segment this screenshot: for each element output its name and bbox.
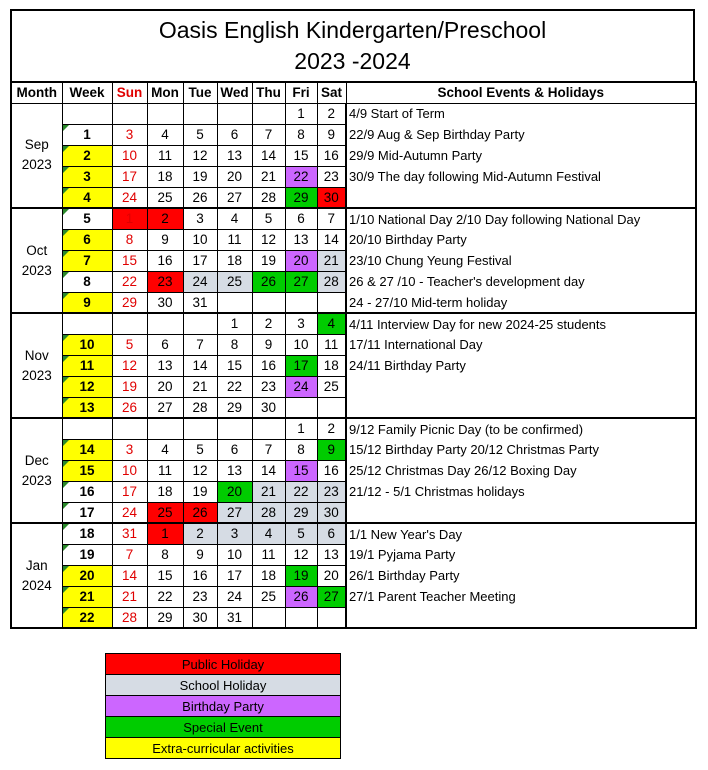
day-cell: 21 bbox=[183, 376, 217, 397]
month-name: Jan bbox=[25, 557, 48, 573]
day-cell: 28 bbox=[112, 607, 147, 628]
day-cell: 9 bbox=[317, 124, 346, 145]
day-cell: 4 bbox=[217, 208, 252, 229]
calendar-table bbox=[10, 81, 697, 629]
week-row bbox=[11, 187, 696, 208]
day-cell: 4 bbox=[147, 124, 183, 145]
day-cell bbox=[217, 418, 252, 439]
day-cell: 11 bbox=[147, 145, 183, 166]
event-item: 30/9 The day following Mid-Autumn Festival bbox=[346, 166, 696, 187]
day-cell: 4 bbox=[147, 439, 183, 460]
day-cell: 12 bbox=[285, 544, 317, 565]
header-tue: Tue bbox=[183, 82, 217, 103]
day-cell bbox=[252, 607, 285, 628]
day-cell: 5 bbox=[112, 334, 147, 355]
day-cell bbox=[112, 418, 147, 439]
legend-row bbox=[106, 654, 341, 675]
header-mon: Mon bbox=[147, 82, 183, 103]
week-number: 13 bbox=[62, 397, 112, 418]
day-cell: 18 bbox=[252, 565, 285, 586]
week-row bbox=[11, 397, 696, 418]
week-number: 6 bbox=[62, 229, 112, 250]
day-cell: 18 bbox=[317, 355, 346, 376]
day-cell: 22 bbox=[285, 166, 317, 187]
week-row bbox=[11, 502, 696, 523]
day-cell: 29 bbox=[217, 397, 252, 418]
legend-item: Birthday Party bbox=[106, 696, 341, 717]
week-number: 18 bbox=[62, 523, 112, 544]
day-cell bbox=[217, 103, 252, 124]
week-row bbox=[11, 124, 696, 145]
day-cell: 19 bbox=[252, 250, 285, 271]
event-item: 25/12 Christmas Day 26/12 Boxing Day bbox=[346, 460, 696, 481]
day-cell: 5 bbox=[285, 523, 317, 544]
month-name: Nov bbox=[24, 347, 49, 363]
day-cell: 3 bbox=[112, 439, 147, 460]
day-cell bbox=[147, 418, 183, 439]
day-cell: 30 bbox=[147, 292, 183, 313]
event-item: 4/9 Start of Term bbox=[346, 103, 696, 124]
day-cell: 21 bbox=[112, 586, 147, 607]
day-cell: 19 bbox=[112, 376, 147, 397]
day-cell: 31 bbox=[183, 292, 217, 313]
day-cell: 18 bbox=[217, 250, 252, 271]
day-cell: 10 bbox=[183, 229, 217, 250]
day-cell: 8 bbox=[147, 544, 183, 565]
event-item: 1/10 National Day 2/10 Day following National Day bbox=[346, 208, 696, 229]
legend bbox=[105, 653, 341, 759]
day-cell: 20 bbox=[147, 376, 183, 397]
day-cell: 11 bbox=[317, 334, 346, 355]
week-number: 19 bbox=[62, 544, 112, 565]
month-year: 2023 bbox=[21, 262, 52, 278]
day-cell: 21 bbox=[252, 166, 285, 187]
header-month: Month bbox=[11, 82, 62, 103]
week-row bbox=[11, 439, 696, 460]
day-cell: 6 bbox=[147, 334, 183, 355]
day-cell: 23 bbox=[183, 586, 217, 607]
day-cell: 8 bbox=[217, 334, 252, 355]
week-number: 8 bbox=[62, 271, 112, 292]
day-cell: 26 bbox=[285, 586, 317, 607]
day-cell bbox=[285, 397, 317, 418]
day-cell: 25 bbox=[252, 586, 285, 607]
day-cell bbox=[317, 397, 346, 418]
day-cell: 27 bbox=[147, 397, 183, 418]
month-year: 2024 bbox=[21, 577, 52, 593]
legend-item: Extra-curricular activities bbox=[106, 738, 341, 759]
day-cell: 6 bbox=[217, 124, 252, 145]
day-cell: 14 bbox=[252, 460, 285, 481]
week-row bbox=[11, 208, 696, 229]
week-row bbox=[11, 313, 696, 334]
day-cell: 27 bbox=[217, 187, 252, 208]
day-cell: 27 bbox=[285, 271, 317, 292]
day-cell: 15 bbox=[147, 565, 183, 586]
day-cell bbox=[112, 103, 147, 124]
day-cell: 8 bbox=[285, 124, 317, 145]
day-cell: 26 bbox=[112, 397, 147, 418]
day-cell: 22 bbox=[285, 481, 317, 502]
event-item bbox=[346, 397, 696, 418]
event-item: 4/11 Interview Day for new 2024-25 students bbox=[346, 313, 696, 334]
week-row bbox=[11, 271, 696, 292]
day-cell: 13 bbox=[317, 544, 346, 565]
event-item: 20/10 Birthday Party bbox=[346, 229, 696, 250]
event-item: 26/1 Birthday Party bbox=[346, 565, 696, 586]
week-number bbox=[62, 103, 112, 124]
legend-row bbox=[106, 738, 341, 759]
day-cell: 1 bbox=[112, 208, 147, 229]
event-item: 23/10 Chung Yeung Festival bbox=[346, 250, 696, 271]
week-row bbox=[11, 523, 696, 544]
day-cell bbox=[285, 607, 317, 628]
event-item: 24 - 27/10 Mid-term holiday bbox=[346, 292, 696, 313]
day-cell: 2 bbox=[317, 103, 346, 124]
day-cell: 17 bbox=[285, 355, 317, 376]
week-row bbox=[11, 460, 696, 481]
day-cell: 11 bbox=[217, 229, 252, 250]
event-item: 9/12 Family Picnic Day (to be confirmed) bbox=[346, 418, 696, 439]
event-item bbox=[346, 187, 696, 208]
day-cell: 23 bbox=[147, 271, 183, 292]
day-cell: 1 bbox=[285, 103, 317, 124]
day-cell: 31 bbox=[112, 523, 147, 544]
day-cell: 14 bbox=[317, 229, 346, 250]
day-cell: 27 bbox=[317, 586, 346, 607]
event-item: 22/9 Aug & Sep Birthday Party bbox=[346, 124, 696, 145]
day-cell: 30 bbox=[317, 502, 346, 523]
week-row bbox=[11, 355, 696, 376]
day-cell: 6 bbox=[285, 208, 317, 229]
day-cell: 31 bbox=[217, 607, 252, 628]
day-cell: 8 bbox=[285, 439, 317, 460]
week-number: 9 bbox=[62, 292, 112, 313]
legend-item: Special Event bbox=[106, 717, 341, 738]
day-cell: 14 bbox=[252, 145, 285, 166]
month-cell bbox=[11, 418, 62, 523]
day-cell bbox=[317, 292, 346, 313]
day-cell: 26 bbox=[183, 187, 217, 208]
day-cell: 5 bbox=[183, 439, 217, 460]
day-cell: 20 bbox=[317, 565, 346, 586]
header-sat: Sat bbox=[317, 82, 346, 103]
day-cell bbox=[317, 607, 346, 628]
day-cell: 20 bbox=[285, 250, 317, 271]
day-cell: 7 bbox=[252, 124, 285, 145]
day-cell: 3 bbox=[183, 208, 217, 229]
week-row bbox=[11, 292, 696, 313]
day-cell: 13 bbox=[217, 460, 252, 481]
day-cell: 20 bbox=[217, 166, 252, 187]
day-cell: 9 bbox=[252, 334, 285, 355]
week-number: 4 bbox=[62, 187, 112, 208]
day-cell: 14 bbox=[112, 565, 147, 586]
month-name: Dec bbox=[24, 452, 49, 468]
day-cell: 29 bbox=[285, 502, 317, 523]
week-number: 21 bbox=[62, 586, 112, 607]
week-number: 22 bbox=[62, 607, 112, 628]
page-title: Oasis English Kindergarten/Preschool bbox=[158, 17, 547, 43]
week-number bbox=[62, 313, 112, 334]
page-subtitle: 2023 -2024 bbox=[294, 48, 411, 74]
day-cell bbox=[252, 103, 285, 124]
day-cell: 22 bbox=[112, 271, 147, 292]
day-cell: 13 bbox=[217, 145, 252, 166]
day-cell: 11 bbox=[252, 544, 285, 565]
event-item bbox=[346, 376, 696, 397]
day-cell: 12 bbox=[252, 229, 285, 250]
day-cell: 10 bbox=[112, 145, 147, 166]
week-row bbox=[11, 565, 696, 586]
day-cell: 22 bbox=[147, 586, 183, 607]
day-cell: 1 bbox=[285, 418, 317, 439]
day-cell bbox=[252, 418, 285, 439]
day-cell: 6 bbox=[217, 439, 252, 460]
week-number: 17 bbox=[62, 502, 112, 523]
day-cell: 25 bbox=[217, 271, 252, 292]
day-cell bbox=[183, 418, 217, 439]
day-cell: 23 bbox=[317, 481, 346, 502]
day-cell: 2 bbox=[317, 418, 346, 439]
day-cell: 25 bbox=[147, 502, 183, 523]
day-cell: 15 bbox=[285, 460, 317, 481]
legend-row bbox=[106, 717, 341, 738]
day-cell: 1 bbox=[147, 523, 183, 544]
week-row bbox=[11, 334, 696, 355]
event-item: 21/12 - 5/1 Christmas holidays bbox=[346, 481, 696, 502]
calendar-body bbox=[11, 103, 696, 628]
day-cell: 11 bbox=[147, 460, 183, 481]
event-item: 24/11 Birthday Party bbox=[346, 355, 696, 376]
day-cell: 10 bbox=[217, 544, 252, 565]
day-cell bbox=[217, 292, 252, 313]
day-cell: 12 bbox=[112, 355, 147, 376]
day-cell: 4 bbox=[317, 313, 346, 334]
day-cell: 25 bbox=[147, 187, 183, 208]
month-cell bbox=[11, 313, 62, 418]
week-row bbox=[11, 166, 696, 187]
day-cell: 10 bbox=[285, 334, 317, 355]
week-number: 16 bbox=[62, 481, 112, 502]
day-cell: 15 bbox=[217, 355, 252, 376]
day-cell: 16 bbox=[147, 250, 183, 271]
day-cell: 21 bbox=[252, 481, 285, 502]
header-thu: Thu bbox=[252, 82, 285, 103]
day-cell: 4 bbox=[252, 523, 285, 544]
week-number: 20 bbox=[62, 565, 112, 586]
day-cell: 2 bbox=[183, 523, 217, 544]
event-item: 19/1 Pyjama Party bbox=[346, 544, 696, 565]
day-cell: 16 bbox=[252, 355, 285, 376]
header-fri: Fri bbox=[285, 82, 317, 103]
day-cell: 3 bbox=[285, 313, 317, 334]
week-row bbox=[11, 376, 696, 397]
day-cell: 9 bbox=[183, 544, 217, 565]
day-cell: 24 bbox=[183, 271, 217, 292]
day-cell: 6 bbox=[317, 523, 346, 544]
day-cell: 12 bbox=[183, 460, 217, 481]
day-cell: 19 bbox=[285, 565, 317, 586]
event-item: 15/12 Birthday Party 20/12 Christmas Party bbox=[346, 439, 696, 460]
header-week: Week bbox=[62, 82, 112, 103]
event-item bbox=[346, 502, 696, 523]
day-cell: 9 bbox=[147, 229, 183, 250]
day-cell bbox=[252, 292, 285, 313]
day-cell: 17 bbox=[183, 250, 217, 271]
day-cell: 5 bbox=[252, 208, 285, 229]
day-cell: 30 bbox=[317, 187, 346, 208]
week-row bbox=[11, 544, 696, 565]
day-cell: 24 bbox=[112, 187, 147, 208]
week-row bbox=[11, 145, 696, 166]
day-cell: 20 bbox=[217, 481, 252, 502]
week-number: 1 bbox=[62, 124, 112, 145]
day-cell: 15 bbox=[285, 145, 317, 166]
day-cell: 2 bbox=[147, 208, 183, 229]
event-item: 1/1 New Year's Day bbox=[346, 523, 696, 544]
title-box bbox=[10, 9, 695, 81]
day-cell: 19 bbox=[183, 481, 217, 502]
day-cell bbox=[112, 313, 147, 334]
day-cell: 14 bbox=[183, 355, 217, 376]
month-name: Oct bbox=[26, 242, 48, 258]
legend-row bbox=[106, 696, 341, 717]
week-number: 11 bbox=[62, 355, 112, 376]
day-cell: 13 bbox=[285, 229, 317, 250]
week-number: 10 bbox=[62, 334, 112, 355]
event-item: 17/11 International Day bbox=[346, 334, 696, 355]
day-cell: 19 bbox=[183, 166, 217, 187]
week-row bbox=[11, 250, 696, 271]
day-cell: 3 bbox=[112, 124, 147, 145]
month-year: 2023 bbox=[21, 367, 52, 383]
day-cell: 18 bbox=[147, 166, 183, 187]
day-cell bbox=[183, 103, 217, 124]
day-cell: 30 bbox=[252, 397, 285, 418]
month-cell bbox=[11, 103, 62, 208]
week-row bbox=[11, 103, 696, 124]
day-cell: 7 bbox=[112, 544, 147, 565]
day-cell: 7 bbox=[252, 439, 285, 460]
day-cell: 23 bbox=[252, 376, 285, 397]
day-cell: 27 bbox=[217, 502, 252, 523]
week-number: 5 bbox=[62, 208, 112, 229]
day-cell: 2 bbox=[252, 313, 285, 334]
month-name: Sep bbox=[24, 137, 49, 153]
week-row bbox=[11, 418, 696, 439]
week-number: 7 bbox=[62, 250, 112, 271]
week-number bbox=[62, 418, 112, 439]
day-cell: 13 bbox=[147, 355, 183, 376]
day-cell: 29 bbox=[147, 607, 183, 628]
day-cell: 21 bbox=[317, 250, 346, 271]
week-row bbox=[11, 229, 696, 250]
day-cell: 3 bbox=[217, 523, 252, 544]
day-cell: 30 bbox=[183, 607, 217, 628]
event-item bbox=[346, 607, 696, 628]
month-year: 2023 bbox=[21, 472, 52, 488]
day-cell: 28 bbox=[252, 187, 285, 208]
week-row bbox=[11, 586, 696, 607]
day-cell: 26 bbox=[183, 502, 217, 523]
day-cell bbox=[285, 292, 317, 313]
day-cell: 26 bbox=[252, 271, 285, 292]
day-cell: 9 bbox=[317, 439, 346, 460]
week-number: 14 bbox=[62, 439, 112, 460]
day-cell: 7 bbox=[317, 208, 346, 229]
event-item: 29/9 Mid-Autumn Party bbox=[346, 145, 696, 166]
day-cell: 25 bbox=[317, 376, 346, 397]
week-number: 3 bbox=[62, 166, 112, 187]
day-cell bbox=[183, 313, 217, 334]
day-cell: 16 bbox=[317, 145, 346, 166]
week-number: 12 bbox=[62, 376, 112, 397]
legend-item: School Holiday bbox=[106, 675, 341, 696]
header-row bbox=[11, 82, 696, 103]
day-cell: 29 bbox=[112, 292, 147, 313]
day-cell: 1 bbox=[217, 313, 252, 334]
day-cell: 24 bbox=[217, 586, 252, 607]
event-item: 26 & 27 /10 - Teacher's development day bbox=[346, 271, 696, 292]
day-cell bbox=[147, 103, 183, 124]
header-school-events-holidays: School Events & Holidays bbox=[346, 82, 696, 103]
day-cell: 7 bbox=[183, 334, 217, 355]
header-sun: Sun bbox=[112, 82, 147, 103]
week-number: 2 bbox=[62, 145, 112, 166]
day-cell: 22 bbox=[217, 376, 252, 397]
day-cell: 8 bbox=[112, 229, 147, 250]
day-cell: 12 bbox=[183, 145, 217, 166]
month-cell bbox=[11, 208, 62, 313]
week-row bbox=[11, 607, 696, 628]
header-wed: Wed bbox=[217, 82, 252, 103]
day-cell: 23 bbox=[317, 166, 346, 187]
day-cell: 16 bbox=[317, 460, 346, 481]
day-cell: 16 bbox=[183, 565, 217, 586]
day-cell bbox=[147, 313, 183, 334]
day-cell: 28 bbox=[252, 502, 285, 523]
day-cell: 17 bbox=[112, 481, 147, 502]
legend-item: Public Holiday bbox=[106, 654, 341, 675]
day-cell: 15 bbox=[112, 250, 147, 271]
legend-row bbox=[106, 675, 341, 696]
month-year: 2023 bbox=[21, 157, 52, 173]
calendar-sheet bbox=[10, 9, 695, 629]
week-number: 15 bbox=[62, 460, 112, 481]
day-cell: 28 bbox=[317, 271, 346, 292]
day-cell: 29 bbox=[285, 187, 317, 208]
day-cell: 5 bbox=[183, 124, 217, 145]
event-item: 27/1 Parent Teacher Meeting bbox=[346, 586, 696, 607]
day-cell: 28 bbox=[183, 397, 217, 418]
day-cell: 17 bbox=[217, 565, 252, 586]
week-row bbox=[11, 481, 696, 502]
day-cell: 18 bbox=[147, 481, 183, 502]
month-cell bbox=[11, 523, 62, 628]
day-cell: 24 bbox=[285, 376, 317, 397]
day-cell: 24 bbox=[112, 502, 147, 523]
day-cell: 10 bbox=[112, 460, 147, 481]
day-cell: 17 bbox=[112, 166, 147, 187]
